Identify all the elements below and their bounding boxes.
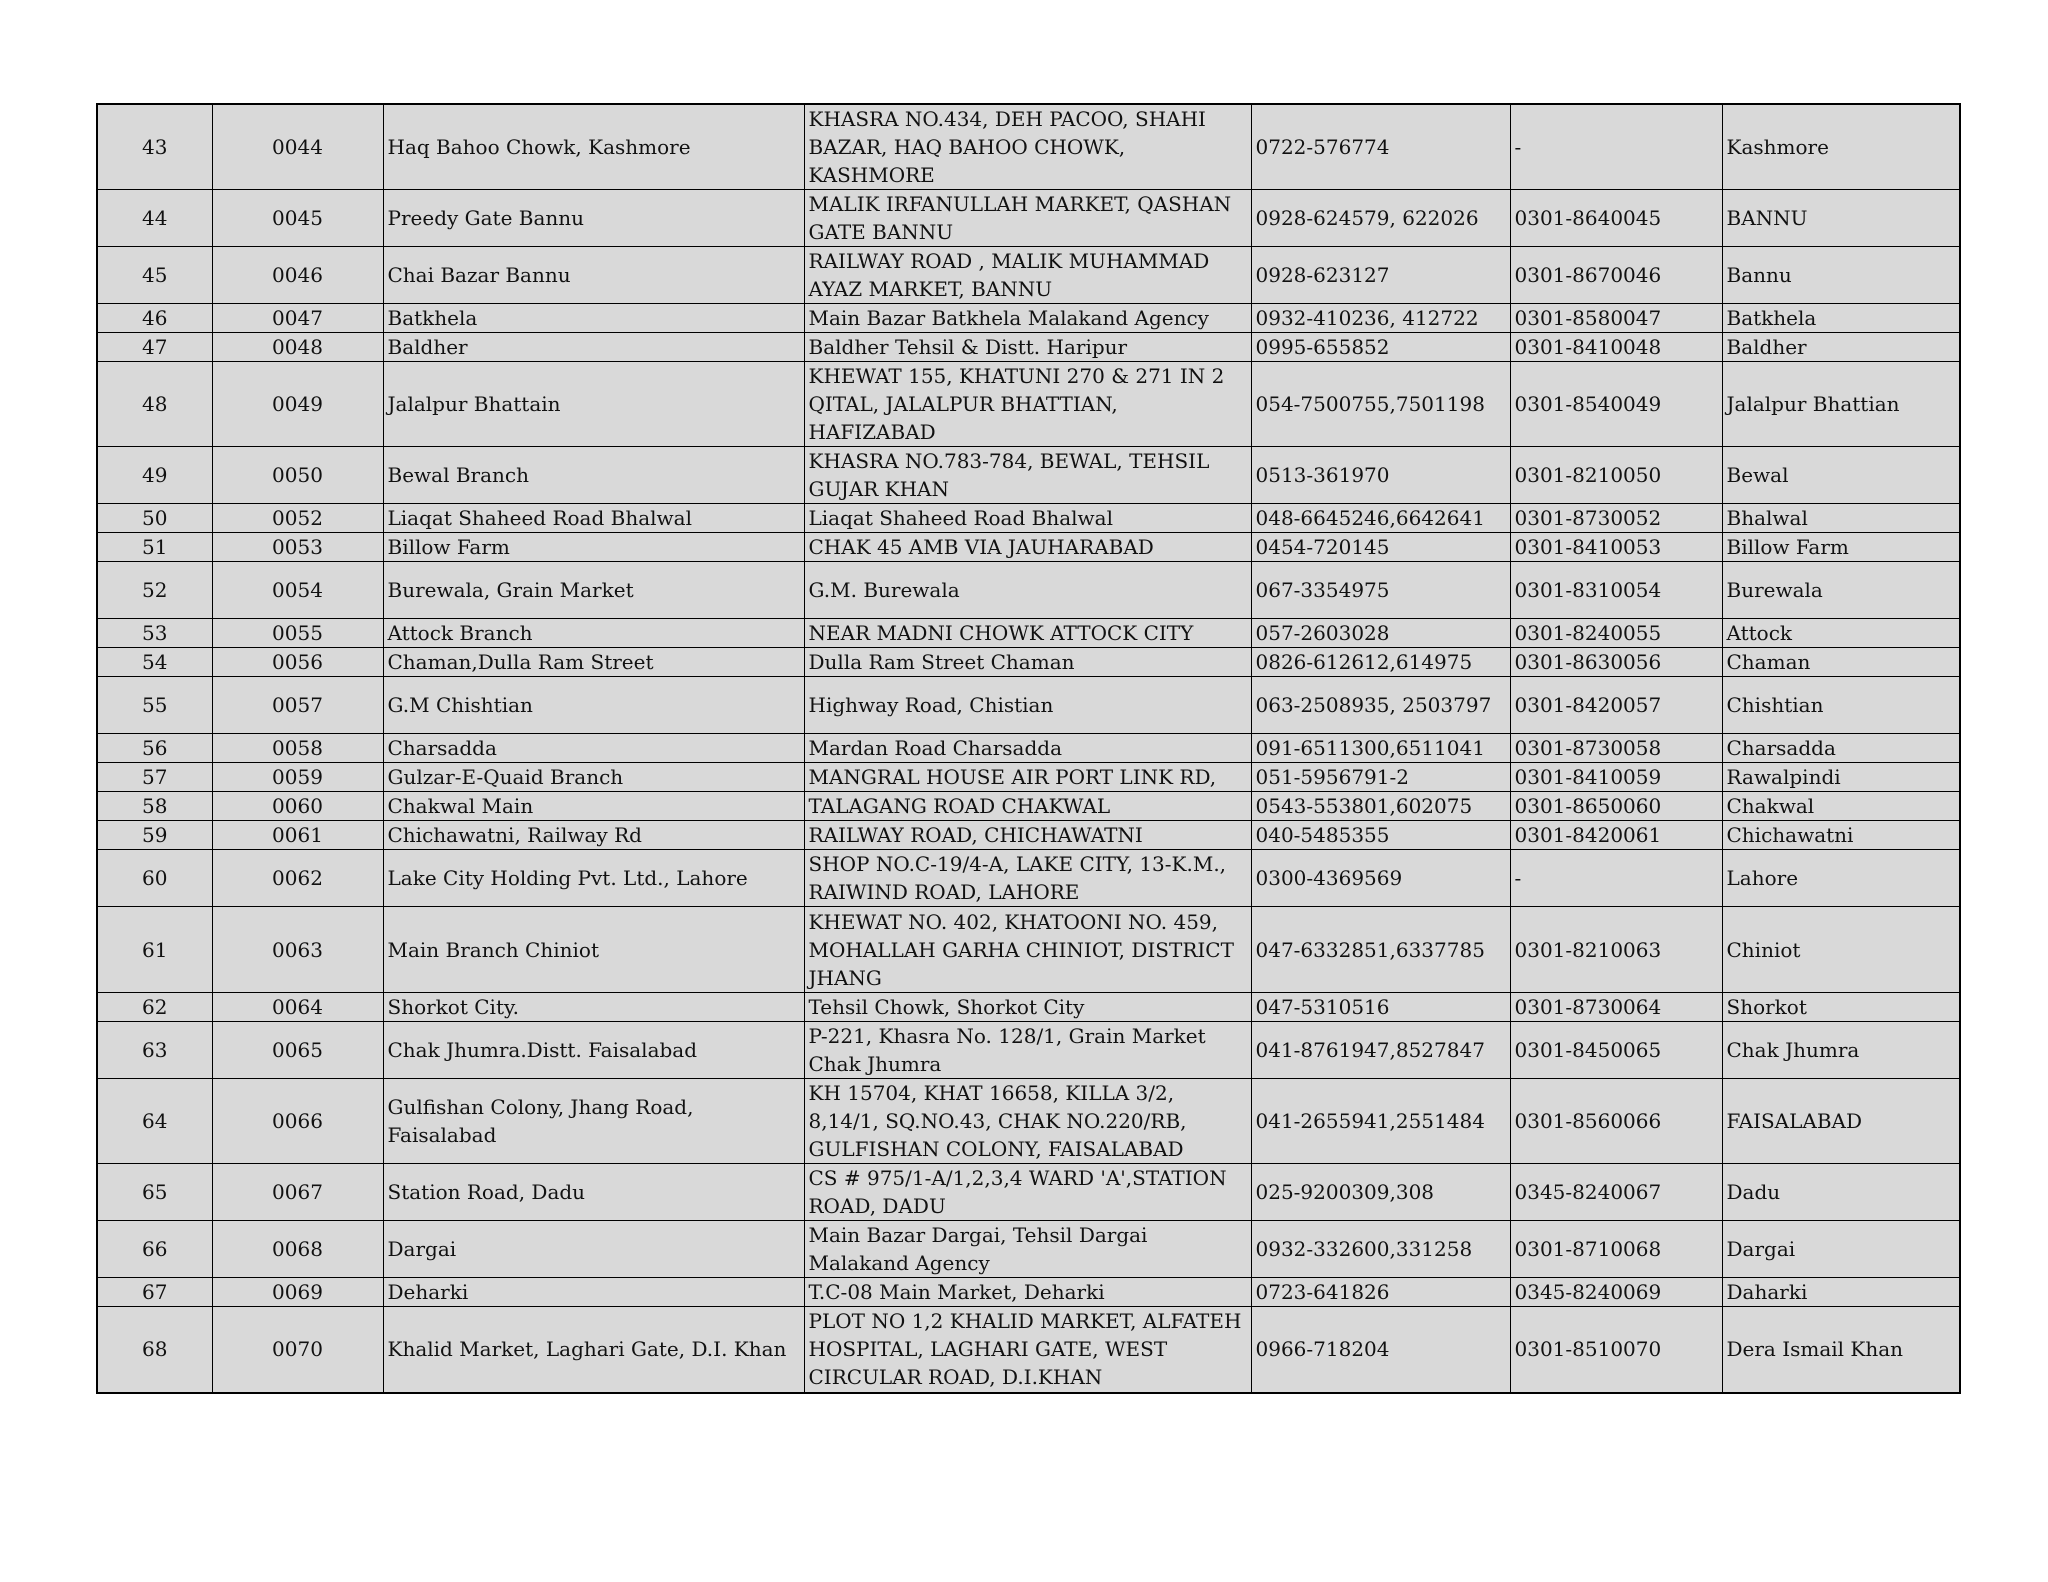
mobile-cell: 0301-8730052: [1510, 504, 1722, 533]
address-cell: Liaqat Shaheed Road Bhalwal: [804, 504, 1251, 533]
phone-cell: 0826-612612,614975: [1251, 648, 1510, 677]
phone-cell: 0995-655852: [1251, 333, 1510, 362]
phone-cell: 0932-332600,331258: [1251, 1221, 1510, 1278]
phone-cell: 047-5310516: [1251, 993, 1510, 1022]
mobile-cell: 0301-8310054: [1510, 562, 1722, 619]
city-cell: Attock: [1722, 619, 1960, 648]
table-row: [97, 1221, 1960, 1278]
branch-name-cell: Deharki: [383, 1278, 804, 1307]
branch-code-cell: 0063: [212, 907, 383, 993]
serial-number-cell: 63: [97, 1022, 212, 1079]
phone-cell: 0543-553801,602075: [1251, 792, 1510, 821]
city-cell: Chak Jhumra: [1722, 1022, 1960, 1079]
branch-name-cell: G.M Chishtian: [383, 677, 804, 734]
mobile-cell: 0301-8730064: [1510, 993, 1722, 1022]
branch-code-cell: 0058: [212, 734, 383, 763]
branch-name-cell: Burewala, Grain Market: [383, 562, 804, 619]
city-cell: BANNU: [1722, 190, 1960, 247]
branch-code-cell: 0047: [212, 304, 383, 333]
branch-code-cell: 0044: [212, 104, 383, 190]
branch-name-cell: Billow Farm: [383, 533, 804, 562]
address-cell: RAILWAY ROAD, CHICHAWATNI: [804, 821, 1251, 850]
table-row: [97, 533, 1960, 562]
address-cell: P-221, Khasra No. 128/1, Grain Market Chak Jhumra: [804, 1022, 1251, 1079]
serial-number-cell: 66: [97, 1221, 212, 1278]
serial-number-cell: 56: [97, 734, 212, 763]
table-row: [97, 247, 1960, 304]
table-row: [97, 907, 1960, 993]
phone-cell: 0454-720145: [1251, 533, 1510, 562]
serial-number-cell: 62: [97, 993, 212, 1022]
branch-code-cell: 0060: [212, 792, 383, 821]
phone-cell: 0932-410236, 412722: [1251, 304, 1510, 333]
address-cell: RAILWAY ROAD , MALIK MUHAMMAD AYAZ MARKET, BANNU: [804, 247, 1251, 304]
phone-cell: 047-6332851,6337785: [1251, 907, 1510, 993]
table-row: [97, 1079, 1960, 1164]
branch-name-cell: Chaman,Dulla Ram Street: [383, 648, 804, 677]
mobile-cell: -: [1510, 850, 1722, 907]
mobile-cell: 0301-8540049: [1510, 362, 1722, 447]
phone-cell: 048-6645246,6642641: [1251, 504, 1510, 533]
table-row: [97, 619, 1960, 648]
branch-name-cell: Liaqat Shaheed Road Bhalwal: [383, 504, 804, 533]
address-cell: KHEWAT 155, KHATUNI 270 & 271 IN 2 QITAL, JALALPUR BHATTIAN, HAFIZABAD: [804, 362, 1251, 447]
phone-cell: 0966-718204: [1251, 1307, 1510, 1393]
branch-name-cell: Baldher: [383, 333, 804, 362]
serial-number-cell: 67: [97, 1278, 212, 1307]
table-row: [97, 1278, 1960, 1307]
branch-code-cell: 0068: [212, 1221, 383, 1278]
city-cell: Charsadda: [1722, 734, 1960, 763]
branch-name-cell: Chak Jhumra.Distt. Faisalabad: [383, 1022, 804, 1079]
branch-name-cell: Batkhela: [383, 304, 804, 333]
serial-number-cell: 65: [97, 1164, 212, 1221]
serial-number-cell: 47: [97, 333, 212, 362]
address-cell: CHAK 45 AMB VIA JAUHARABAD: [804, 533, 1251, 562]
city-cell: Chiniot: [1722, 907, 1960, 993]
address-cell: Baldher Tehsil & Distt. Haripur: [804, 333, 1251, 362]
address-cell: KHASRA NO.783-784, BEWAL, TEHSIL GUJAR KHAN: [804, 447, 1251, 504]
address-cell: Main Bazar Batkhela Malakand Agency: [804, 304, 1251, 333]
city-cell: Billow Farm: [1722, 533, 1960, 562]
serial-number-cell: 64: [97, 1079, 212, 1164]
branch-code-cell: 0061: [212, 821, 383, 850]
address-cell: G.M. Burewala: [804, 562, 1251, 619]
serial-number-cell: 53: [97, 619, 212, 648]
table-row: [97, 648, 1960, 677]
branch-code-cell: 0049: [212, 362, 383, 447]
mobile-cell: 0345-8240067: [1510, 1164, 1722, 1221]
phone-cell: 041-2655941,2551484: [1251, 1079, 1510, 1164]
serial-number-cell: 48: [97, 362, 212, 447]
address-cell: PLOT NO 1,2 KHALID MARKET, ALFATEH HOSPITAL, LAGHARI GATE, WEST CIRCULAR ROAD, D.I.KHAN: [804, 1307, 1251, 1393]
mobile-cell: 0301-8410059: [1510, 763, 1722, 792]
branch-name-cell: Shorkot City.: [383, 993, 804, 1022]
phone-cell: 0300-4369569: [1251, 850, 1510, 907]
branch-name-cell: Chakwal Main: [383, 792, 804, 821]
mobile-cell: 0301-8580047: [1510, 304, 1722, 333]
mobile-cell: 0301-8210063: [1510, 907, 1722, 993]
address-cell: Tehsil Chowk, Shorkot City: [804, 993, 1251, 1022]
branch-code-cell: 0054: [212, 562, 383, 619]
address-cell: MANGRAL HOUSE AIR PORT LINK RD,: [804, 763, 1251, 792]
table-row: [97, 850, 1960, 907]
serial-number-cell: 44: [97, 190, 212, 247]
branch-name-cell: Attock Branch: [383, 619, 804, 648]
branch-code-cell: 0064: [212, 993, 383, 1022]
serial-number-cell: 49: [97, 447, 212, 504]
mobile-cell: 0301-8240055: [1510, 619, 1722, 648]
table-body: [97, 104, 1960, 1393]
branch-code-cell: 0057: [212, 677, 383, 734]
mobile-cell: 0301-8420061: [1510, 821, 1722, 850]
city-cell: Chakwal: [1722, 792, 1960, 821]
serial-number-cell: 50: [97, 504, 212, 533]
branch-code-cell: 0065: [212, 1022, 383, 1079]
address-cell: NEAR MADNI CHOWK ATTOCK CITY: [804, 619, 1251, 648]
table-row: [97, 190, 1960, 247]
city-cell: Chaman: [1722, 648, 1960, 677]
branch-code-cell: 0069: [212, 1278, 383, 1307]
city-cell: Baldher: [1722, 333, 1960, 362]
serial-number-cell: 57: [97, 763, 212, 792]
branch-name-cell: Station Road, Dadu: [383, 1164, 804, 1221]
serial-number-cell: 59: [97, 821, 212, 850]
address-cell: Main Bazar Dargai, Tehsil Dargai Malakand Agency: [804, 1221, 1251, 1278]
branch-code-cell: 0052: [212, 504, 383, 533]
phone-cell: 057-2603028: [1251, 619, 1510, 648]
branch-code-cell: 0045: [212, 190, 383, 247]
address-cell: MALIK IRFANULLAH MARKET, QASHAN GATE BANNU: [804, 190, 1251, 247]
mobile-cell: 0345-8240069: [1510, 1278, 1722, 1307]
branch-name-cell: Main Branch Chiniot: [383, 907, 804, 993]
phone-cell: 0722-576774: [1251, 104, 1510, 190]
mobile-cell: 0301-8510070: [1510, 1307, 1722, 1393]
address-cell: TALAGANG ROAD CHAKWAL: [804, 792, 1251, 821]
serial-number-cell: 61: [97, 907, 212, 993]
city-cell: Daharki: [1722, 1278, 1960, 1307]
serial-number-cell: 58: [97, 792, 212, 821]
phone-cell: 041-8761947,8527847: [1251, 1022, 1510, 1079]
phone-cell: 0723-641826: [1251, 1278, 1510, 1307]
serial-number-cell: 46: [97, 304, 212, 333]
city-cell: Bewal: [1722, 447, 1960, 504]
mobile-cell: 0301-8630056: [1510, 648, 1722, 677]
city-cell: FAISALABAD: [1722, 1079, 1960, 1164]
branch-code-cell: 0062: [212, 850, 383, 907]
phone-cell: 063-2508935, 2503797: [1251, 677, 1510, 734]
table-row: [97, 104, 1960, 190]
serial-number-cell: 54: [97, 648, 212, 677]
table-row: [97, 993, 1960, 1022]
address-cell: Dulla Ram Street Chaman: [804, 648, 1251, 677]
city-cell: Dadu: [1722, 1164, 1960, 1221]
table-row: [97, 734, 1960, 763]
mobile-cell: 0301-8410048: [1510, 333, 1722, 362]
branch-code-cell: 0070: [212, 1307, 383, 1393]
address-cell: KHASRA NO.434, DEH PACOO, SHAHI BAZAR, HAQ BAHOO CHOWK, KASHMORE: [804, 104, 1251, 190]
branch-name-cell: Haq Bahoo Chowk, Kashmore: [383, 104, 804, 190]
address-cell: KHEWAT NO. 402, KHATOONI NO. 459, MOHALLAH GARHA CHINIOT, DISTRICT JHANG: [804, 907, 1251, 993]
table-row: [97, 763, 1960, 792]
mobile-cell: 0301-8650060: [1510, 792, 1722, 821]
serial-number-cell: 60: [97, 850, 212, 907]
address-cell: Highway Road, Chistian: [804, 677, 1251, 734]
branch-list-table: [96, 103, 1961, 1394]
branch-name-cell: Gulfishan Colony, Jhang Road, Faisalabad: [383, 1079, 804, 1164]
mobile-cell: 0301-8560066: [1510, 1079, 1722, 1164]
table-row: [97, 1307, 1960, 1393]
city-cell: Chishtian: [1722, 677, 1960, 734]
serial-number-cell: 68: [97, 1307, 212, 1393]
branch-code-cell: 0067: [212, 1164, 383, 1221]
branch-code-cell: 0059: [212, 763, 383, 792]
city-cell: Rawalpindi: [1722, 763, 1960, 792]
branch-code-cell: 0048: [212, 333, 383, 362]
city-cell: Chichawatni: [1722, 821, 1960, 850]
branch-name-cell: Charsadda: [383, 734, 804, 763]
table-row: [97, 333, 1960, 362]
branch-name-cell: Lake City Holding Pvt. Ltd., Lahore: [383, 850, 804, 907]
mobile-cell: 0301-8670046: [1510, 247, 1722, 304]
city-cell: Jalalpur Bhattian: [1722, 362, 1960, 447]
address-cell: CS # 975/1-A/1,2,3,4 WARD 'A',STATION ROAD, DADU: [804, 1164, 1251, 1221]
address-cell: Mardan Road Charsadda: [804, 734, 1251, 763]
branch-code-cell: 0066: [212, 1079, 383, 1164]
branch-name-cell: Gulzar-E-Quaid Branch: [383, 763, 804, 792]
city-cell: Lahore: [1722, 850, 1960, 907]
mobile-cell: 0301-8730058: [1510, 734, 1722, 763]
branch-name-cell: Chichawatni, Railway Rd: [383, 821, 804, 850]
table-row: [97, 1164, 1960, 1221]
branch-name-cell: Khalid Market, Laghari Gate, D.I. Khan: [383, 1307, 804, 1393]
mobile-cell: 0301-8710068: [1510, 1221, 1722, 1278]
branch-name-cell: Preedy Gate Bannu: [383, 190, 804, 247]
branch-code-cell: 0046: [212, 247, 383, 304]
address-cell: T.C-08 Main Market, Deharki: [804, 1278, 1251, 1307]
phone-cell: 051-5956791-2: [1251, 763, 1510, 792]
serial-number-cell: 52: [97, 562, 212, 619]
branch-name-cell: Chai Bazar Bannu: [383, 247, 804, 304]
mobile-cell: 0301-8640045: [1510, 190, 1722, 247]
mobile-cell: 0301-8450065: [1510, 1022, 1722, 1079]
city-cell: Bannu: [1722, 247, 1960, 304]
city-cell: Burewala: [1722, 562, 1960, 619]
mobile-cell: 0301-8210050: [1510, 447, 1722, 504]
city-cell: Dera Ismail Khan: [1722, 1307, 1960, 1393]
table-row: [97, 447, 1960, 504]
phone-cell: 054-7500755,7501198: [1251, 362, 1510, 447]
table-row: [97, 792, 1960, 821]
table-row: [97, 1022, 1960, 1079]
branch-code-cell: 0053: [212, 533, 383, 562]
mobile-cell: -: [1510, 104, 1722, 190]
branch-code-cell: 0056: [212, 648, 383, 677]
phone-cell: 0928-623127: [1251, 247, 1510, 304]
address-cell: KH 15704, KHAT 16658, KILLA 3/2, 8,14/1, SQ.NO.43, CHAK NO.220/RB, GULFISHAN COLONY, FAISALABAD: [804, 1079, 1251, 1164]
serial-number-cell: 55: [97, 677, 212, 734]
branch-name-cell: Dargai: [383, 1221, 804, 1278]
branch-code-cell: 0055: [212, 619, 383, 648]
mobile-cell: 0301-8420057: [1510, 677, 1722, 734]
city-cell: Shorkot: [1722, 993, 1960, 1022]
address-cell: SHOP NO.C-19/4-A, LAKE CITY, 13-K.M., RAIWIND ROAD, LAHORE: [804, 850, 1251, 907]
branch-code-cell: 0050: [212, 447, 383, 504]
table-row: [97, 562, 1960, 619]
serial-number-cell: 43: [97, 104, 212, 190]
table-row: [97, 504, 1960, 533]
phone-cell: 0928-624579, 622026: [1251, 190, 1510, 247]
city-cell: Bhalwal: [1722, 504, 1960, 533]
phone-cell: 0513-361970: [1251, 447, 1510, 504]
serial-number-cell: 45: [97, 247, 212, 304]
phone-cell: 040-5485355: [1251, 821, 1510, 850]
phone-cell: 025-9200309,308: [1251, 1164, 1510, 1221]
table-row: [97, 362, 1960, 447]
table-row: [97, 821, 1960, 850]
branch-name-cell: Bewal Branch: [383, 447, 804, 504]
phone-cell: 067-3354975: [1251, 562, 1510, 619]
table-row: [97, 677, 1960, 734]
city-cell: Dargai: [1722, 1221, 1960, 1278]
table-row: [97, 304, 1960, 333]
mobile-cell: 0301-8410053: [1510, 533, 1722, 562]
city-cell: Kashmore: [1722, 104, 1960, 190]
city-cell: Batkhela: [1722, 304, 1960, 333]
branch-name-cell: Jalalpur Bhattain: [383, 362, 804, 447]
phone-cell: 091-6511300,6511041: [1251, 734, 1510, 763]
serial-number-cell: 51: [97, 533, 212, 562]
